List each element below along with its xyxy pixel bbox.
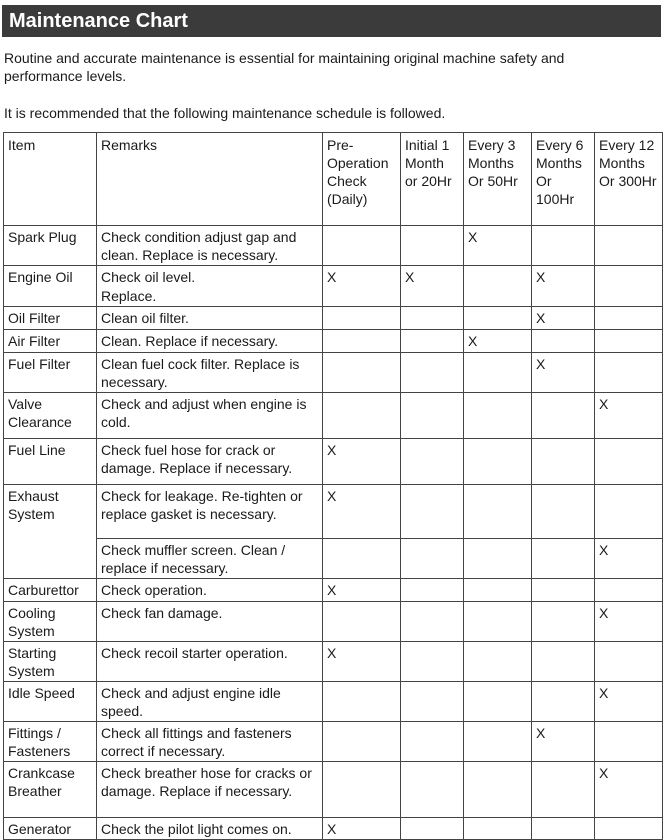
item-cell: Valve Clearance xyxy=(4,393,97,439)
mark-cell xyxy=(401,353,464,393)
table-row xyxy=(4,602,663,642)
header-every-6-months: Every 6 Months Or 100Hr xyxy=(532,133,595,226)
table-row xyxy=(4,307,663,330)
remarks-cell: Check fan damage. xyxy=(97,602,323,642)
mark-cell xyxy=(595,353,663,393)
table-row xyxy=(4,226,663,266)
item-cell: Fuel Filter xyxy=(4,353,97,393)
mark-cell xyxy=(532,762,595,818)
mark-cell xyxy=(595,485,663,539)
table-row xyxy=(4,266,663,288)
item-cell: Fuel Line xyxy=(4,439,97,485)
remarks-cell: Replace. xyxy=(97,287,323,307)
remarks-cell: Check and adjust when engine is cold. xyxy=(97,393,323,439)
mark-cell xyxy=(464,439,532,485)
table-row xyxy=(4,818,663,840)
mark-cell: X xyxy=(323,266,401,307)
mark-cell xyxy=(464,307,532,330)
mark-cell: X xyxy=(323,439,401,485)
header-pre-operation: Pre-Operation Check (Daily) xyxy=(323,133,401,226)
mark-cell xyxy=(532,439,595,485)
mark-cell xyxy=(323,539,401,579)
mark-cell xyxy=(595,226,663,266)
remarks-cell: Check breather hose for cracks or damage. Replace if necessary. xyxy=(97,762,323,818)
table-row xyxy=(4,439,663,485)
remarks-cell: Clean. Replace if necessary. xyxy=(97,330,323,353)
mark-cell xyxy=(401,226,464,266)
page-title: Maintenance Chart xyxy=(2,5,661,37)
table-row xyxy=(4,762,663,818)
mark-cell xyxy=(464,579,532,602)
remarks-cell: Clean oil filter. xyxy=(97,307,323,330)
mark-cell: X xyxy=(464,330,532,353)
mark-cell xyxy=(401,818,464,840)
mark-cell xyxy=(323,226,401,266)
maintenance-table xyxy=(3,132,663,840)
item-cell: Carburettor xyxy=(4,579,97,602)
mark-cell xyxy=(323,682,401,722)
mark-cell: X xyxy=(532,722,595,762)
remarks-cell: Check condition adjust gap and clean. Replace is necessary. xyxy=(97,226,323,266)
mark-cell xyxy=(323,762,401,818)
table-row xyxy=(4,579,663,602)
mark-cell xyxy=(323,393,401,439)
remarks-cell: Check recoil starter operation. xyxy=(97,642,323,682)
mark-cell xyxy=(595,330,663,353)
table-row xyxy=(4,393,663,439)
mark-cell: X xyxy=(532,307,595,330)
mark-cell xyxy=(464,602,532,642)
remarks-cell: Check all fittings and fasteners correct if necessary. xyxy=(97,722,323,762)
mark-cell xyxy=(401,330,464,353)
remarks-cell: Check operation. xyxy=(97,579,323,602)
mark-cell xyxy=(464,642,532,682)
item-cell: Oil Filter xyxy=(4,307,97,330)
mark-cell xyxy=(401,762,464,818)
mark-cell: X xyxy=(595,682,663,722)
mark-cell: X xyxy=(532,266,595,307)
mark-cell xyxy=(401,393,464,439)
header-every-12-months: Every 12 Months Or 300Hr xyxy=(595,133,663,226)
mark-cell xyxy=(532,602,595,642)
mark-cell: X xyxy=(595,602,663,642)
mark-cell: X xyxy=(532,353,595,393)
mark-cell xyxy=(323,353,401,393)
item-cell: Air Filter xyxy=(4,330,97,353)
mark-cell xyxy=(595,439,663,485)
remarks-cell: Check the pilot light comes on. xyxy=(97,818,323,840)
header-item: Item xyxy=(4,133,97,226)
mark-cell xyxy=(532,579,595,602)
mark-cell xyxy=(464,353,532,393)
mark-cell xyxy=(464,762,532,818)
mark-cell xyxy=(401,579,464,602)
remarks-cell: Check fuel hose for crack or damage. Replace if necessary. xyxy=(97,439,323,485)
mark-cell xyxy=(595,642,663,682)
mark-cell xyxy=(464,266,532,307)
mark-cell xyxy=(464,682,532,722)
mark-cell xyxy=(464,485,532,539)
mark-cell xyxy=(323,602,401,642)
item-cell: Spark Plug xyxy=(4,226,97,266)
table-row xyxy=(4,722,663,762)
remarks-cell: Check oil level. xyxy=(97,266,323,288)
mark-cell: X xyxy=(464,226,532,266)
item-cell: Engine Oil xyxy=(4,266,97,307)
mark-cell xyxy=(464,393,532,439)
mark-cell: X xyxy=(595,393,663,439)
mark-cell: X xyxy=(323,579,401,602)
mark-cell xyxy=(401,439,464,485)
mark-cell xyxy=(464,818,532,840)
item-cell: Exhaust System xyxy=(4,485,97,579)
item-cell: Starting System xyxy=(4,642,97,682)
mark-cell xyxy=(595,722,663,762)
header-initial: Initial 1 Month or 20Hr xyxy=(401,133,464,226)
mark-cell xyxy=(532,682,595,722)
table-row xyxy=(4,682,663,722)
item-cell: Generator xyxy=(4,818,97,840)
remarks-cell: Check for leakage. Re-tighten or replace gasket is necessary. xyxy=(97,485,323,539)
mark-cell xyxy=(401,539,464,579)
mark-cell xyxy=(595,818,663,840)
item-cell: Fittings / Fasteners xyxy=(4,722,97,762)
mark-cell xyxy=(595,307,663,330)
remarks-cell: Check and adjust engine idle speed. xyxy=(97,682,323,722)
mark-cell xyxy=(401,682,464,722)
mark-cell xyxy=(401,722,464,762)
mark-cell xyxy=(595,266,663,307)
mark-cell xyxy=(595,579,663,602)
mark-cell xyxy=(323,722,401,762)
item-cell: Cooling System xyxy=(4,602,97,642)
item-cell: Crankcase Breather xyxy=(4,762,97,818)
mark-cell xyxy=(532,393,595,439)
table-row xyxy=(4,539,663,579)
mark-cell xyxy=(401,602,464,642)
mark-cell: X xyxy=(595,539,663,579)
mark-cell xyxy=(532,485,595,539)
mark-cell xyxy=(532,642,595,682)
mark-cell xyxy=(464,539,532,579)
mark-cell: X xyxy=(323,818,401,840)
mark-cell: X xyxy=(323,485,401,539)
item-cell: Idle Speed xyxy=(4,682,97,722)
mark-cell: X xyxy=(323,642,401,682)
header-every-3-months: Every 3 Months Or 50Hr xyxy=(464,133,532,226)
mark-cell xyxy=(532,226,595,266)
mark-cell xyxy=(401,307,464,330)
table-row xyxy=(4,353,663,393)
mark-cell: X xyxy=(595,762,663,818)
mark-cell xyxy=(401,642,464,682)
mark-cell xyxy=(323,307,401,330)
table-header-row xyxy=(4,133,663,226)
remarks-cell: Clean fuel cock filter. Replace is necessary. xyxy=(97,353,323,393)
mark-cell xyxy=(532,818,595,840)
table-row xyxy=(4,330,663,353)
mark-cell xyxy=(401,485,464,539)
intro-paragraph: Routine and accurate maintenance is essential for maintaining original machine safety and performance levels. xyxy=(4,50,565,84)
header-remarks: Remarks xyxy=(97,133,323,226)
mark-cell: X xyxy=(401,266,464,307)
table-row xyxy=(4,485,663,539)
remarks-cell: Check muffler screen. Clean / replace if necessary. xyxy=(97,539,323,579)
mark-cell xyxy=(532,539,595,579)
mark-cell xyxy=(464,722,532,762)
table-row xyxy=(4,642,663,682)
recommendation-paragraph: It is recommended that the following maintenance schedule is followed. xyxy=(4,105,446,121)
mark-cell xyxy=(532,330,595,353)
mark-cell xyxy=(323,330,401,353)
